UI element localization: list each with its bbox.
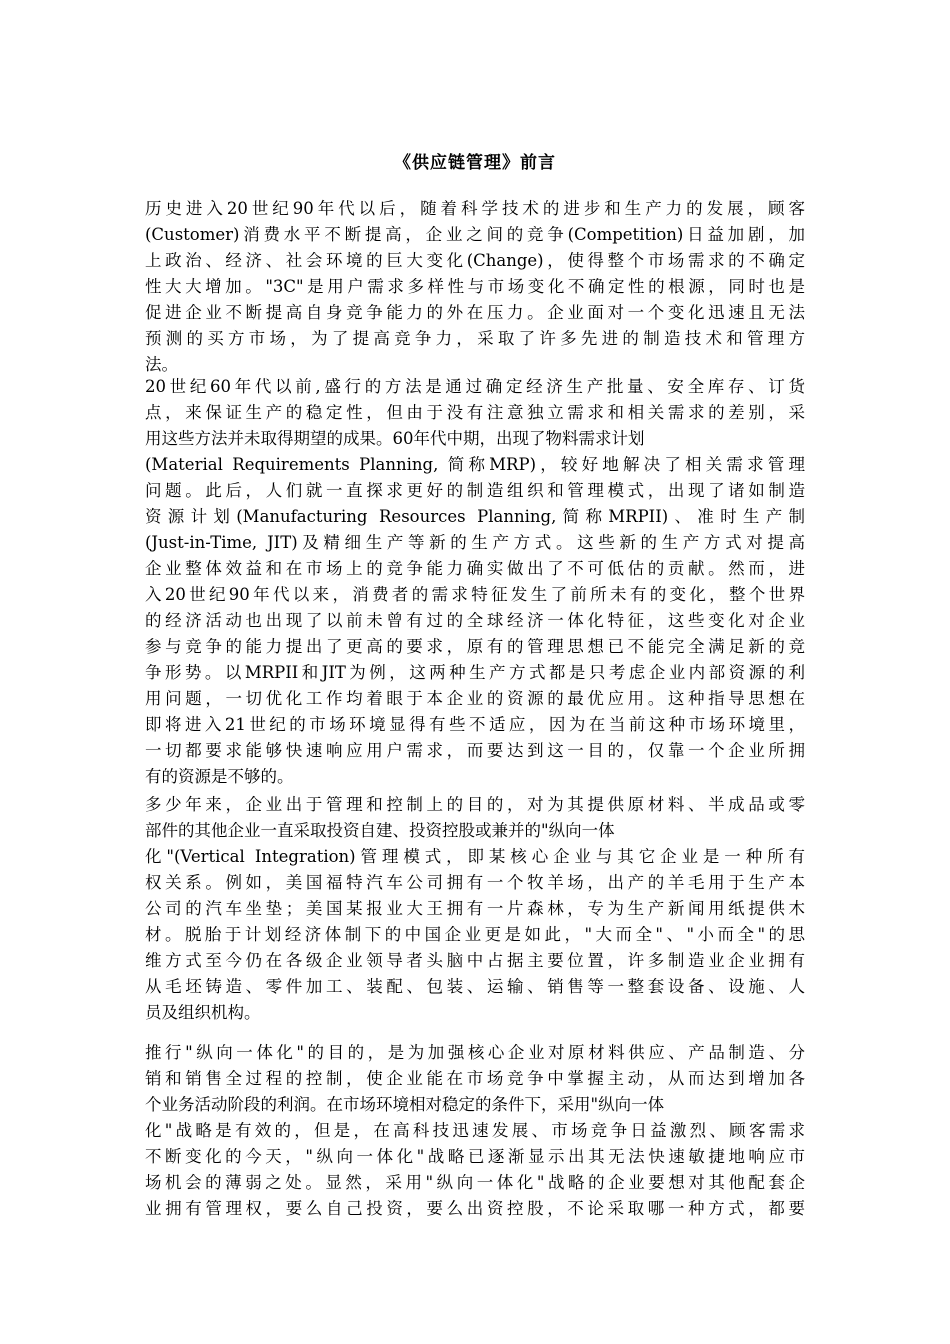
paragraph-line: 历史进入20世纪90年代以后，随着科学技术的进步和生产力的发展，顾客 (145, 199, 805, 218)
paragraph-line: 即将进入21世纪的市场环境显得有些不适应，因为在当前这种市场环境里， (145, 715, 805, 734)
paragraph-line: 维方式至今仍在各级企业领导者头脑中占据主要位置，许多制造业企业拥有 (145, 951, 805, 970)
paragraph-line: 材。脱胎于计划经济体制下的中国企业更是如此，"大而全"、"小而全"的思 (145, 925, 805, 944)
paragraph-line: 促进企业不断提高自身竞争能力的外在压力。企业面对一个变化迅速且无法 (145, 303, 805, 322)
paragraph-line: 有的资源是不够的。 (145, 767, 294, 786)
paragraph-line: 公司的汽车坐垫；美国某报业大王拥有一片森林，专为生产新闻用纸提供木 (145, 899, 805, 918)
paragraph-line: (Just-in-Time, JIT)及精细生产等新的生产方式。这些新的生产方式对提高 (145, 533, 805, 552)
paragraph-line: 部件的其他企业一直采取投资自建、投资控股或兼并的"纵向一体 (145, 821, 615, 840)
paragraph-line: 推行"纵向一体化"的目的，是为加强核心企业对原材料供应、产品制造、分 (145, 1043, 805, 1062)
paragraph-line: (Customer)消费水平不断提高，企业之间的竞争(Competition)日益加剧，加 (145, 225, 805, 244)
paragraph-line: 性大大增加。"3C"是用户需求多样性与市场变化不确定性的根源，同时也是 (145, 277, 805, 296)
paragraph-line: 化"(Vertical Integration)管理模式，即某核心企业与其它企业是一种所有 (145, 847, 805, 866)
paragraph-line: 上政治、经济、社会环境的巨大变化(Change)，使得整个市场需求的不确定 (145, 251, 805, 270)
paragraph-line: 业拥有管理权，要么自己投资，要么出资控股，不论采取哪一种方式，都要 (145, 1199, 805, 1218)
paragraph-line: 权关系。例如，美国福特汽车公司拥有一个牧羊场，出产的羊毛用于生产本 (145, 873, 805, 892)
paragraph-4 (145, 1040, 805, 1222)
paragraph-line: 不断变化的今天，"纵向一体化"战略已逐渐显示出其无法快速敏捷地响应市 (145, 1147, 805, 1166)
paragraph-line: 一切都要求能够快速响应用户需求，而要达到这一目的，仅靠一个企业所拥 (145, 741, 805, 760)
paragraph-line: 个业务活动阶段的利润。在市场环境相对稳定的条件下，采用"纵向一体 (145, 1095, 665, 1114)
paragraph-3 (145, 792, 805, 1026)
paragraph-line: 员及组织机构。 (145, 1003, 261, 1022)
paragraph-line: 场机会的薄弱之处。显然，采用"纵向一体化"战略的企业要想对其他配套企 (145, 1173, 805, 1192)
paragraph-line: 销和销售全过程的控制，使企业能在市场竞争中掌握主动，从而达到增加各 (145, 1069, 805, 1088)
paragraph-line: 资源计划(Manufacturing Resources Planning,简称MRPII)、准时生产制 (145, 507, 805, 526)
paragraph-line: 20世纪60年代以前,盛行的方法是通过确定经济生产批量、安全库存、订货 (145, 377, 805, 396)
paragraph-line: 用这些方法并未取得期望的成果。60年代中期，出现了物料需求计划 (145, 429, 645, 448)
paragraph-line: 争形势。以MRPII和JIT为例，这两种生产方式都是只考虑企业内部资源的利 (145, 663, 805, 682)
paragraph-line: 法。 (145, 355, 178, 374)
paragraph-line: 入20世纪90年代以来，消费者的需求特征发生了前所未有的变化，整个世界 (145, 585, 805, 604)
paragraph-line: 问题。此后，人们就一直探求更好的制造组织和管理模式，出现了诸如制造 (145, 481, 805, 500)
paragraph-line: 预测的买方市场，为了提高竞争力，采取了许多先进的制造技术和管理方 (145, 329, 805, 348)
paragraph-line: 企业整体效益和在市场上的竞争能力确实做出了不可低估的贡献。然而，进 (145, 559, 805, 578)
page-title: 《供应链管理》前言 (394, 153, 556, 173)
paragraph-line: (Material Requirements Planning, 简称MRP)，较好地解决了相关需求管理 (145, 455, 805, 474)
paragraph-line: 多少年来，企业出于管理和控制上的目的，对为其提供原材料、半成品或零 (145, 795, 805, 814)
paragraph-line: 从毛坯铸造、零件加工、装配、包装、运输、销售等一整套设备、设施、人 (145, 977, 805, 996)
paragraph-line: 用问题，一切优化工作均着眼于本企业的资源的最优应用。这种指导思想在 (145, 689, 805, 708)
paragraph-line: 化"战略是有效的，但是，在高科技迅速发展、市场竞争日益激烈、顾客需求 (145, 1121, 805, 1140)
paragraph-line: 点，来保证生产的稳定性，但由于没有注意独立需求和相关需求的差别，采 (145, 403, 805, 422)
paragraph-line: 的经济活动也出现了以前未曾有过的全球经济一体化特征，这些变化对企业 (145, 611, 805, 630)
paragraph-1 (145, 196, 805, 378)
paragraph-line: 参与竞争的能力提出了更高的要求，原有的管理思想已不能完全满足新的竞 (145, 637, 805, 656)
paragraph-2 (145, 374, 805, 790)
